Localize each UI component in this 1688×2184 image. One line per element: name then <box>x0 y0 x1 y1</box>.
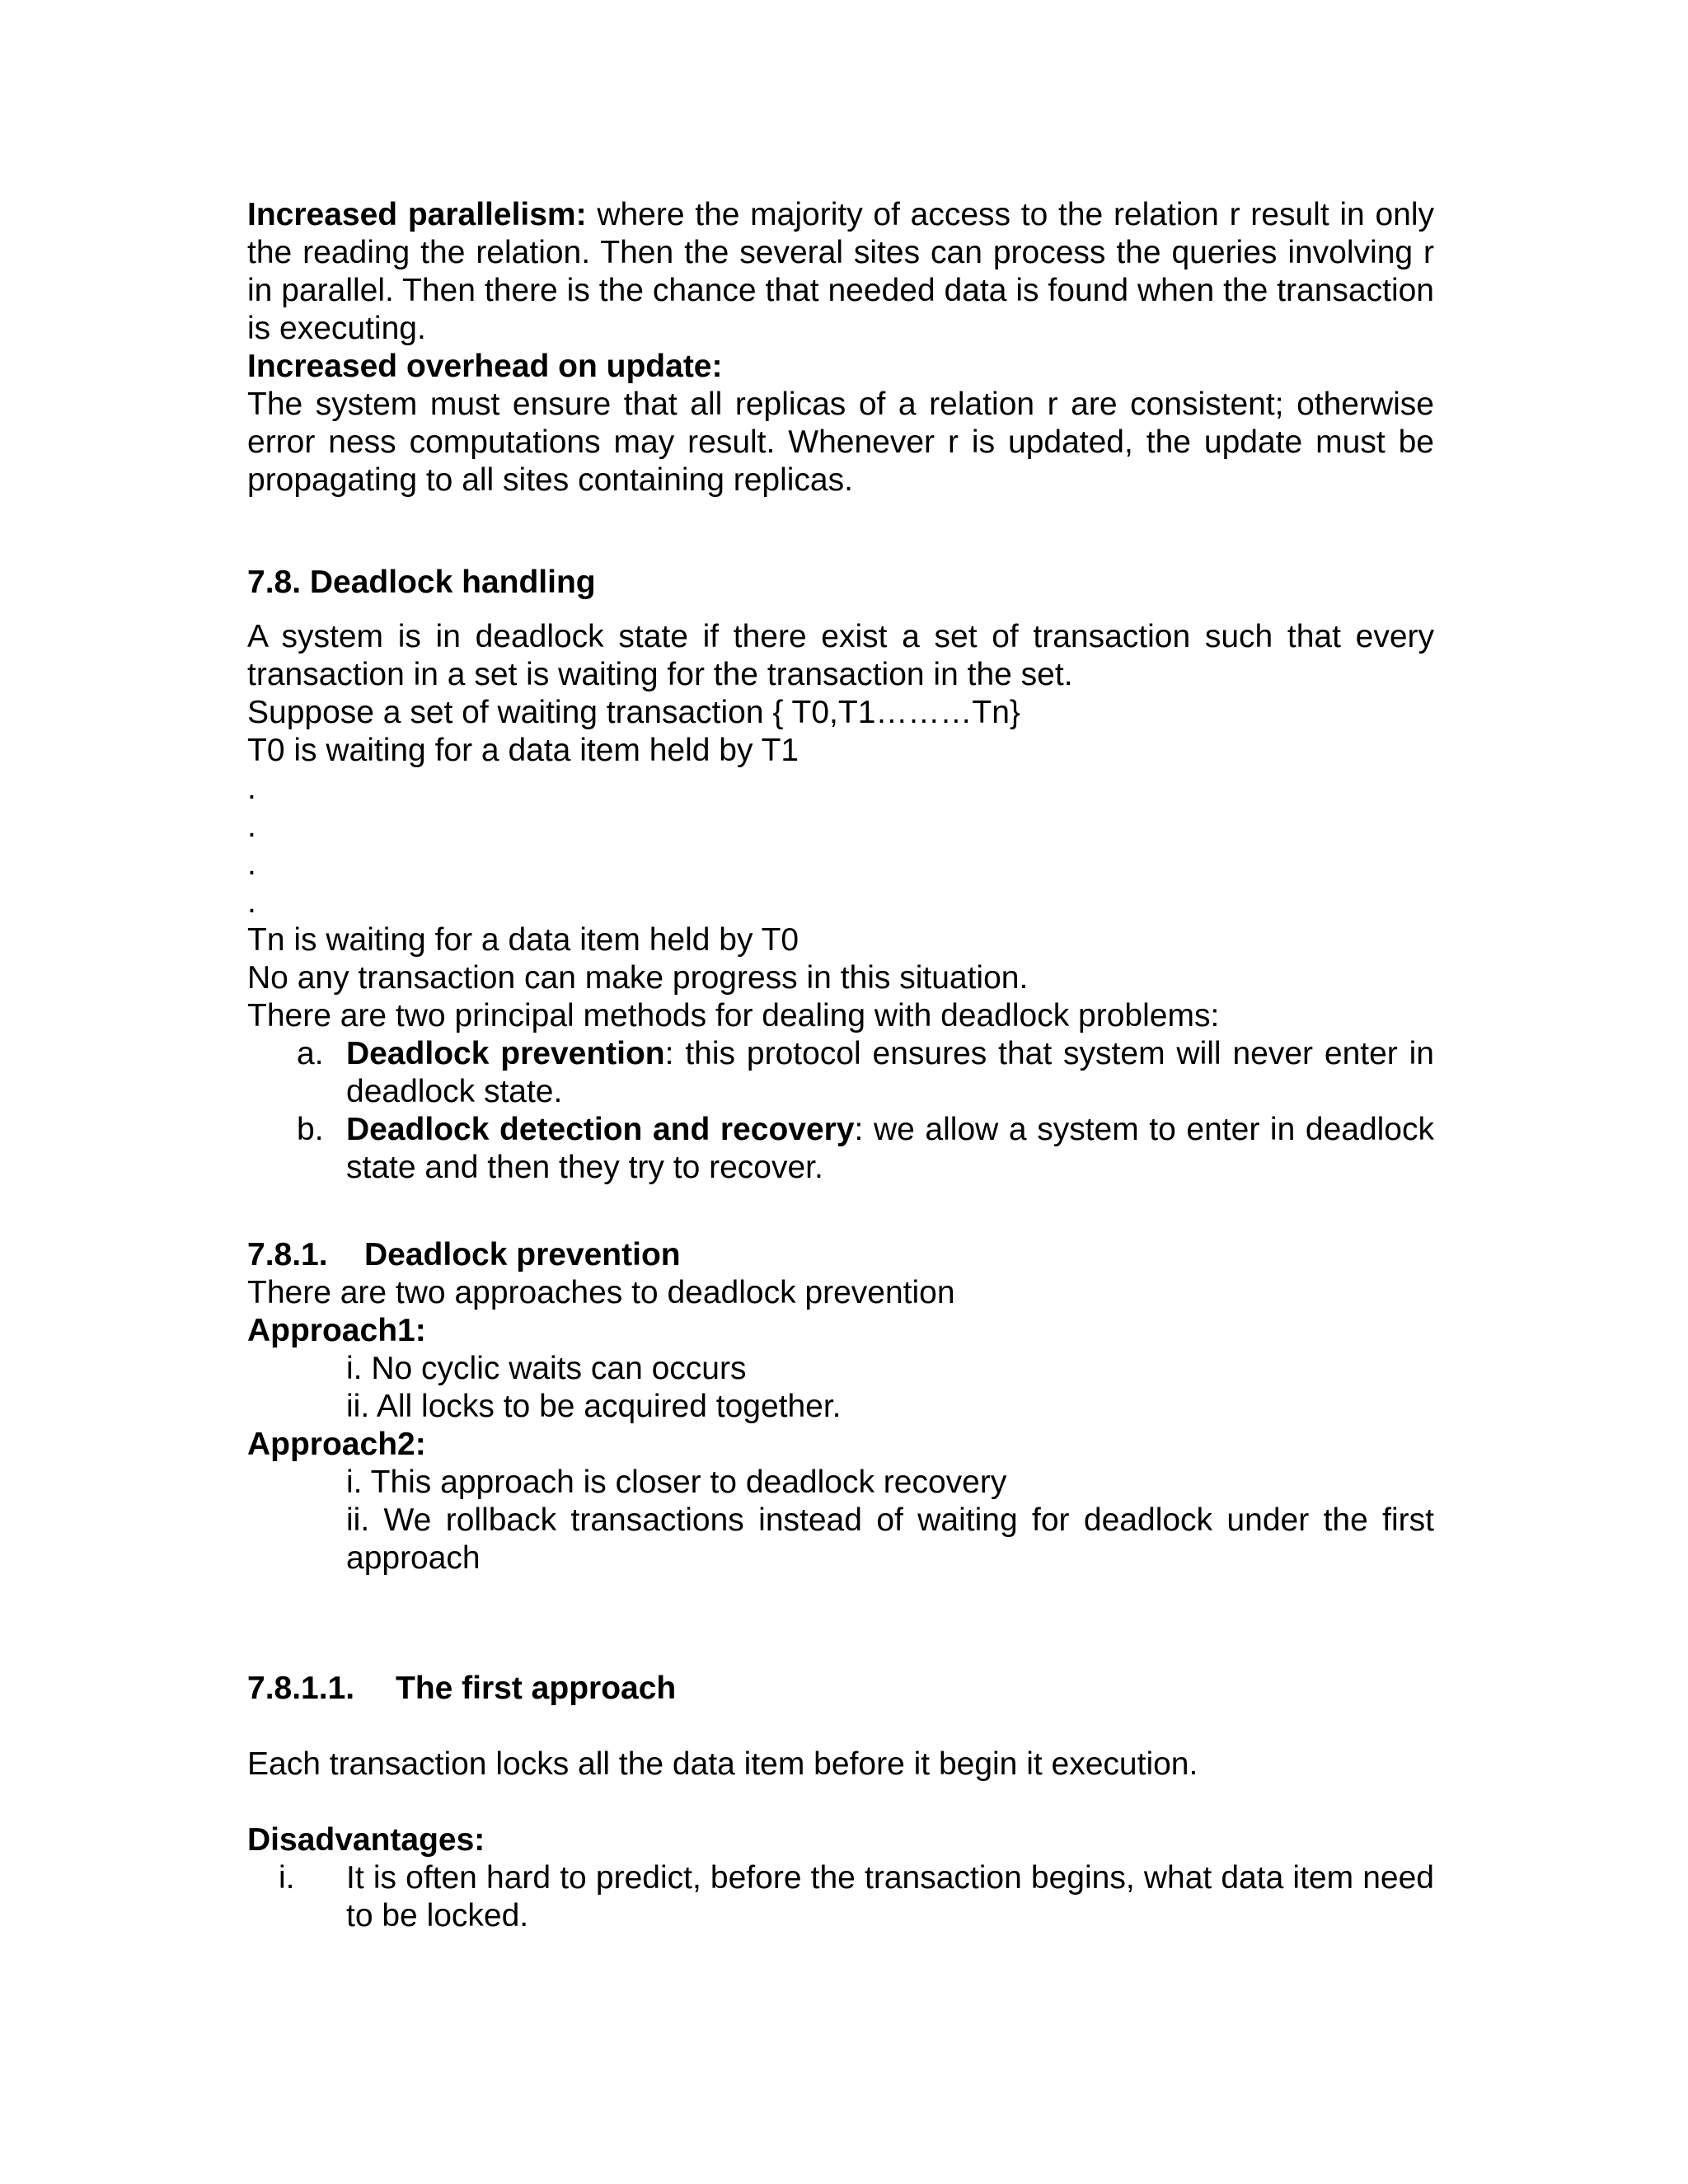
method-lead: Deadlock detection and recovery <box>346 1112 855 1147</box>
deadlock-intro: A system is in deadlock state if there exist a set of transaction such that every transaction in a set is waiting for the transaction in the set. <box>247 619 1434 692</box>
approach1-item: i. No cyclic waits can occurs <box>346 1351 747 1386</box>
method-item-prevention <box>247 1035 1434 1111</box>
deadlock-handling-heading: 7.8. Deadlock handling <box>247 565 596 600</box>
disadvantages-label: Disadvantages: <box>247 1822 485 1858</box>
methods-intro: There are two principal methods for dealing with deadlock problems: <box>247 998 1220 1033</box>
prevention-heading <box>247 1236 1434 1274</box>
ellipsis-dot: . <box>247 808 256 844</box>
disadvantage-text: It is often hard to predict, before the transaction begins, what data item need to be locked. <box>346 1860 1434 1933</box>
approach1-label: Approach1: <box>247 1313 426 1348</box>
t0-waiting-line: T0 is waiting for a data item held by T1 <box>247 733 799 768</box>
page-body <box>247 196 1434 1935</box>
overhead-heading: Increased overhead on update: <box>247 349 723 384</box>
approach1-item: ii. All locks to be acquired together. <box>346 1389 842 1424</box>
section-number: 7.8.1.1. <box>247 1671 355 1706</box>
list-marker: b. <box>297 1112 324 1147</box>
tn-waiting-line: Tn is waiting for a data item held by T0 <box>247 922 799 958</box>
approach2-label: Approach2: <box>247 1427 426 1462</box>
waiting-set-line: Suppose a set of waiting transaction { T0,T1………Tn} <box>247 695 1020 730</box>
list-marker: i. <box>279 1860 295 1896</box>
section-title: The first approach <box>396 1671 677 1706</box>
parallelism-text: where the majority of access to the relation r result in only the reading the relation. Then the several sites can process the queries involving r in parallel. Then there is the chance that needed data is found when the transaction is executing. <box>247 197 1434 346</box>
approach2-item: i. This approach is closer to deadlock recovery <box>346 1465 1007 1500</box>
ellipsis-dot: . <box>247 846 256 882</box>
section-title: Deadlock prevention <box>364 1237 681 1272</box>
method-text: : this protocol ensures that system will never enter in deadlock state. <box>346 1036 1434 1109</box>
first-approach-heading <box>247 1670 1434 1708</box>
overhead-paragraph: The system must ensure that all replicas of a relation r are consistent; otherwise error ness computations may result. Whenever r is updated, the update must be propagating to all sites containing replicas. <box>247 387 1434 498</box>
ellipsis-dot: . <box>247 771 256 806</box>
ellipsis-dot: . <box>247 884 256 920</box>
no-progress-line: No any transaction can make progress in this situation. <box>247 960 1029 996</box>
method-text: : we allow a system to enter in deadlock state and then they try to recover. <box>346 1112 1434 1185</box>
parallelism-lead: Increased parallelism: <box>247 197 587 232</box>
method-item-detection <box>247 1111 1434 1187</box>
prevention-intro: There are two approaches to deadlock prevention <box>247 1275 955 1310</box>
disadvantage-item <box>247 1859 1434 1935</box>
method-lead: Deadlock prevention <box>346 1036 665 1071</box>
list-marker: a. <box>297 1036 324 1071</box>
first-approach-text: Each transaction locks all the data item before it begin it execution. <box>247 1746 1198 1782</box>
parallelism-paragraph <box>247 196 1434 348</box>
approach2-item: ii. We rollback transactions instead of waiting for deadlock under the first approach <box>346 1502 1434 1576</box>
section-number: 7.8.1. <box>247 1237 328 1272</box>
